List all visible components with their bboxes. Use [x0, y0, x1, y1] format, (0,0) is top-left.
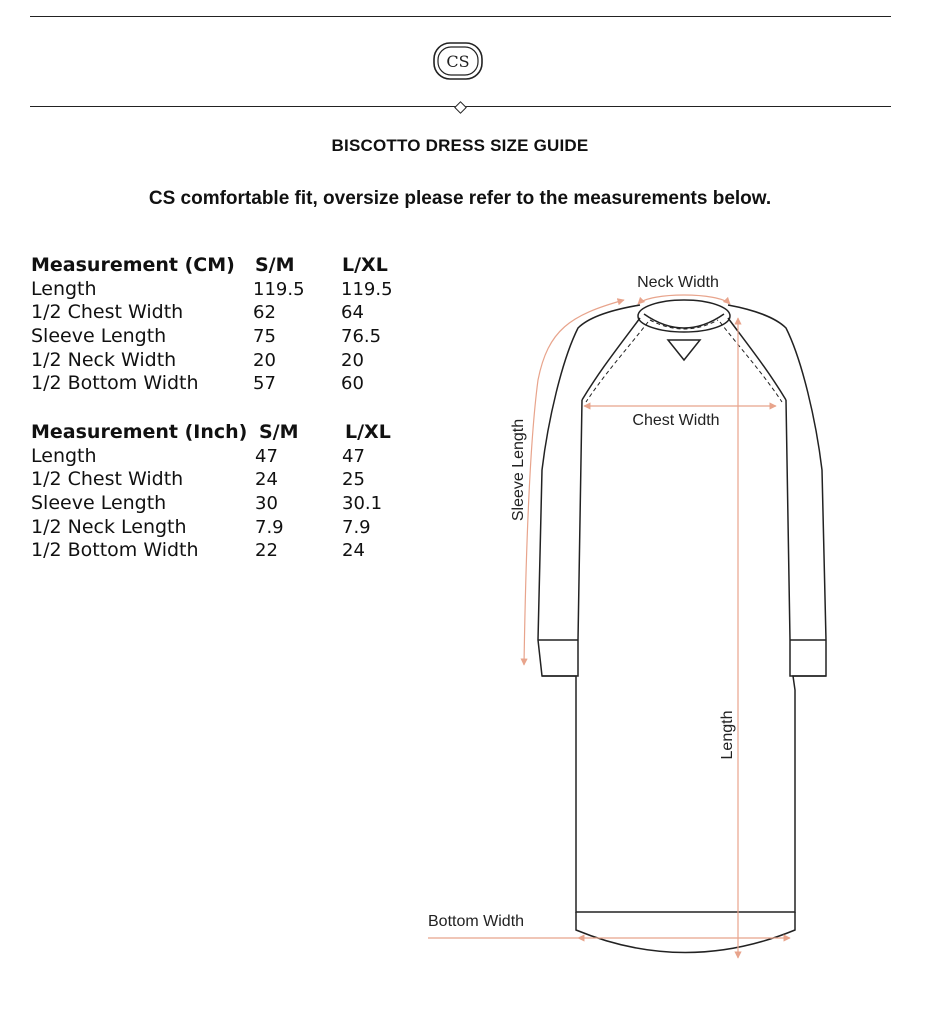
row-label: 1/2 Bottom Width	[31, 539, 199, 562]
value-lxl: 76.5	[341, 326, 382, 348]
row-label: 1/2 Neck Width	[31, 348, 177, 371]
value-lxl: 119.5	[341, 278, 393, 300]
header-lxl: L/XL	[342, 254, 388, 276]
divider-ornament	[454, 101, 467, 114]
dress-outline	[538, 300, 826, 953]
measurement-lines	[428, 295, 790, 958]
value-sm: 20	[253, 349, 276, 371]
row-label: Length	[31, 277, 97, 300]
page-subtitle: CS comfortable fit, oversize please refer to the measurements below.	[148, 188, 772, 209]
neck-width-label: Neck Width	[637, 274, 719, 291]
value-sm: 24	[255, 469, 278, 491]
length-label: Length	[719, 710, 736, 760]
value-sm: 62	[253, 302, 276, 324]
value-sm: 119.5	[253, 278, 305, 300]
header-lxl: L/XL	[345, 421, 391, 443]
value-sm: 75	[253, 326, 276, 348]
value-lxl: 60	[341, 373, 364, 395]
header-sm: S/M	[259, 421, 299, 443]
bottom-width-label: Bottom Width	[428, 913, 525, 930]
row-label: Sleeve Length	[31, 492, 167, 515]
row-label: 1/2 Chest Width	[31, 301, 184, 324]
value-lxl: 24	[342, 540, 365, 562]
value-sm: 47	[255, 445, 278, 467]
chest-width-label: Chest Width	[632, 412, 720, 429]
header-measurement: Measurement (Inch)	[31, 421, 248, 443]
top-rule	[30, 16, 891, 17]
value-lxl: 7.9	[342, 516, 371, 538]
dress-diagram	[420, 260, 860, 980]
row-label: Length	[31, 444, 97, 467]
row-label: 1/2 Chest Width	[31, 468, 184, 491]
value-lxl: 25	[342, 469, 365, 491]
value-sm: 30	[255, 493, 278, 515]
value-lxl: 64	[341, 302, 364, 324]
value-lxl: 47	[342, 445, 365, 467]
brand-logo	[433, 42, 483, 80]
svg-text:CS: CS	[446, 52, 470, 71]
header-measurement: Measurement (CM)	[31, 254, 235, 276]
value-sm: 7.9	[255, 516, 284, 538]
row-label: Sleeve Length	[31, 325, 167, 348]
row-label: 1/2 Bottom Width	[31, 372, 199, 395]
value-sm: 57	[253, 373, 276, 395]
value-lxl: 20	[341, 349, 364, 371]
sleeve-length-label: Sleeve Length	[510, 418, 527, 522]
page-title: BISCOTTO DRESS SIZE GUIDE	[331, 136, 589, 155]
value-lxl: 30.1	[342, 493, 383, 515]
value-sm: 22	[255, 540, 278, 562]
header-sm: S/M	[255, 254, 295, 276]
row-label: 1/2 Neck Length	[31, 515, 187, 538]
